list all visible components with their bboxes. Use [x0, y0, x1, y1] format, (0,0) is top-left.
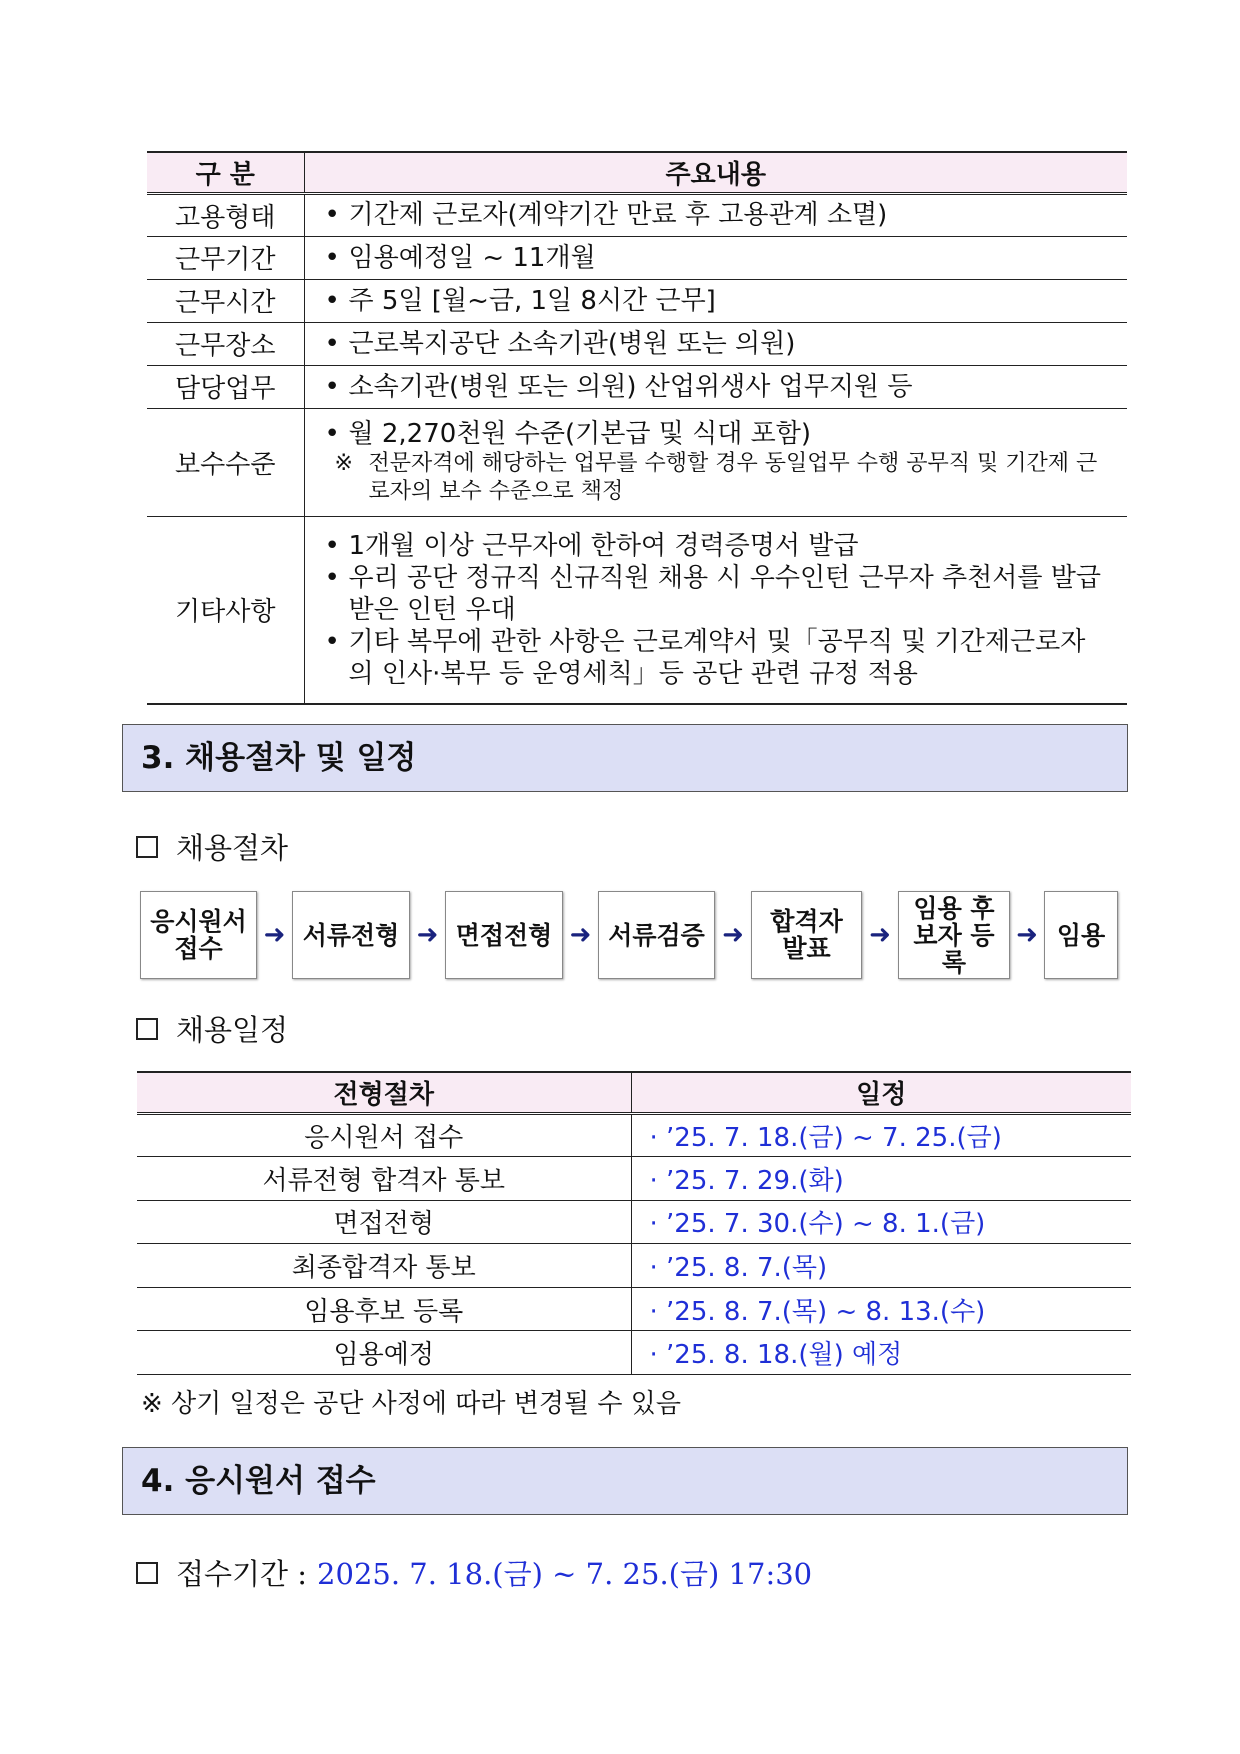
- arrow-right-icon: ➜: [569, 920, 592, 950]
- process-step: 응시원서 접수: [140, 891, 257, 979]
- row-text: 근로복지공단 소속기관(병원 또는 의원): [348, 328, 796, 359]
- section-4-heading: 4. 응시원서 접수: [122, 1447, 1128, 1515]
- process-step: 서류전형: [292, 891, 410, 979]
- table-row: 고용형태 • 기간제 근로자(계약기간 만료 후 고용관계 소멸): [147, 193, 1127, 236]
- stage-cell: 임용후보 등록: [137, 1287, 631, 1331]
- process-step: 면접전형: [445, 891, 563, 979]
- arrow-right-icon: ➜: [416, 920, 439, 950]
- stage-cell: 임용예정: [137, 1331, 631, 1375]
- date-cell: · ’25. 7. 30.(수) ~ 8. 1.(금): [631, 1200, 1131, 1244]
- schedule-remark: ※ 상기 일정은 공단 사정에 따라 변경될 수 있음: [141, 1389, 681, 1419]
- row-label: 보수수준: [147, 408, 304, 516]
- employment-conditions-table: [147, 151, 1127, 705]
- row-text: 우리 공단 정규직 신규직원 채용 시 우수인턴 근무자 추천서를 발급받은 인턴 우대: [348, 562, 1102, 625]
- header-date: 일정: [631, 1072, 1131, 1113]
- row-label: 고용형태: [147, 193, 304, 236]
- checkbox-icon: [136, 1018, 158, 1040]
- header-content: 주요내용: [304, 152, 1127, 193]
- stage-cell: 서류전형 합격자 통보: [137, 1157, 631, 1201]
- date-cell: · ’25. 8. 7.(목) ~ 8. 13.(수): [631, 1287, 1131, 1331]
- arrow-right-icon: ➜: [263, 920, 286, 950]
- row-label: 기타사항: [147, 516, 304, 704]
- stage-cell: 최종합격자 통보: [137, 1244, 631, 1288]
- date-cell: · ’25. 7. 18.(금) ~ 7. 25.(금): [631, 1113, 1131, 1157]
- section-3-heading: 3. 채용절차 및 일정: [122, 724, 1128, 792]
- process-subheading: 채용절차: [136, 826, 288, 867]
- table-row: 근무기간 • 임용예정일 ~ 11개월: [147, 236, 1127, 279]
- application-period: [136, 1552, 812, 1593]
- date-cell: · ’25. 8. 7.(목): [631, 1244, 1131, 1288]
- row-text: 소속기관(병원 또는 의원) 산업위생사 업무지원 등: [348, 371, 913, 402]
- table-row: [137, 1244, 1131, 1288]
- process-flow: [140, 890, 1128, 980]
- row-text: 주 5일 [월~금, 1일 8시간 근무]: [348, 285, 716, 316]
- application-period-label: 접수기간 :: [176, 1557, 308, 1591]
- arrow-right-icon: ➜: [869, 920, 891, 950]
- table-row: 근무장소 • 근로복지공단 소속기관(병원 또는 의원): [147, 322, 1127, 365]
- row-label: 근무장소: [147, 322, 304, 365]
- date-cell: · ’25. 7. 29.(화): [631, 1157, 1131, 1201]
- table-row: 기타사항 • 1개월 이상 근무자에 한하여 경력증명서 발급 • 우리 공단 정규직 신규직원 채용 시 우수인턴 근무자 추천서를 발급받은 인턴 우대 • 기타 복무에 관한 사항은 근로계약서 및「공무직 및 기간제근로자의 인사·복무 등 운영세칙」등 공단 관련 규정 적용: [147, 516, 1127, 704]
- table-row: 담당업무 • 소속기관(병원 또는 의원) 산업위생사 업무지원 등: [147, 365, 1127, 408]
- table-row: [137, 1287, 1131, 1331]
- process-step: 임용 후보자 등록: [898, 891, 1010, 979]
- table-row: 보수수준 • 월 2,270천원 수준(기본급 및 식대 포함) ※ 전문자격에 해당하는 업무를 수행할 경우 동일업무 수행 공무직 및 기간제 근로자의 보수 수준으로 책정: [147, 408, 1127, 516]
- checkbox-icon: [136, 1562, 158, 1584]
- row-text: 월 2,270천원 수준(기본급 및 식대 포함): [348, 419, 812, 449]
- process-step: 합격자 발표: [751, 891, 862, 979]
- row-text: 기간제 근로자(계약기간 만료 후 고용관계 소멸): [348, 200, 888, 230]
- table-row: [137, 1113, 1131, 1157]
- table-row: [137, 1157, 1131, 1201]
- schedule-subheading: 채용일정: [136, 1008, 288, 1049]
- schedule-table: [137, 1071, 1131, 1375]
- row-label: 근무기간: [147, 236, 304, 279]
- note-mark: ※: [334, 451, 353, 476]
- date-cell: · ’25. 8. 18.(월) 예정: [631, 1331, 1131, 1375]
- application-period-value: 2025. 7. 18.(금) ~ 7. 25.(금) 17:30: [317, 1557, 813, 1591]
- row-text: 기타 복무에 관한 사항은 근로계약서 및「공무직 및 기간제근로자의 인사·복무 등 운영세칙」등 공단 관련 규정 적용: [348, 626, 1086, 689]
- row-label: 담당업무: [147, 365, 304, 408]
- row-text: 1개월 이상 근무자에 한하여 경력증명서 발급: [348, 530, 859, 561]
- row-text: 임용예정일 ~ 11개월: [348, 242, 596, 273]
- stage-cell: 응시원서 접수: [137, 1113, 631, 1157]
- process-step: 임용: [1044, 891, 1118, 979]
- arrow-right-icon: ➜: [722, 920, 744, 950]
- stage-cell: 면접전형: [137, 1200, 631, 1244]
- table-row: [137, 1200, 1131, 1244]
- header-stage: 전형절차: [137, 1072, 631, 1113]
- checkbox-icon: [136, 836, 158, 858]
- row-label: 근무시간: [147, 279, 304, 322]
- table-row: 근무시간 • 주 5일 [월~금, 1일 8시간 근무]: [147, 279, 1127, 322]
- header-category: 구 분: [147, 152, 304, 193]
- arrow-right-icon: ➜: [1016, 920, 1038, 950]
- table-row: [137, 1331, 1131, 1375]
- note-text: 전문자격에 해당하는 업무를 수행할 경우 동일업무 수행 공무직 및 기간제 근로자의 보수 수준으로 책정: [368, 451, 1098, 504]
- process-step: 서류검증: [598, 891, 715, 979]
